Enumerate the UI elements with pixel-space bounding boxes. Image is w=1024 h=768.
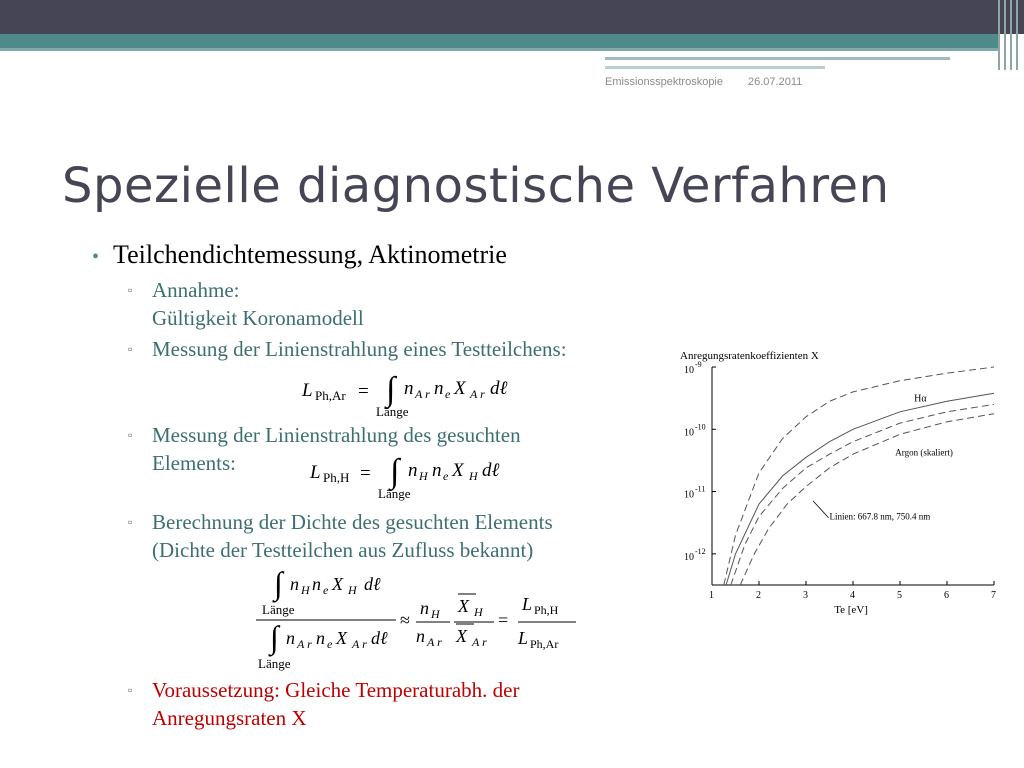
svg-text:X: X [458, 596, 469, 616]
svg-text:dℓ: dℓ [371, 628, 388, 648]
chart-x-tick-label: 7 [991, 590, 996, 601]
formula-density-ratio [250, 566, 590, 674]
svg-text:H: H [348, 583, 357, 597]
svg-text:n: n [434, 378, 444, 399]
chart-x-tick-label: 3 [803, 590, 808, 601]
bullet-dot-icon: • [92, 246, 100, 268]
svg-text:n: n [404, 378, 414, 399]
svg-text:e: e [323, 583, 329, 597]
svg-text:L: L [310, 462, 321, 483]
square-bullet-icon: ▫ [128, 342, 133, 356]
header-band [0, 0, 1024, 34]
svg-text:H: H [419, 469, 428, 483]
header-line-shorter [605, 66, 825, 69]
svg-text:H: H [469, 469, 478, 483]
header-topic: Emissionsspektroskopie [605, 76, 723, 88]
chart-y-tick-label: $10^{-11}$ [684, 484, 706, 501]
chart-x-tick-label: 6 [944, 590, 949, 601]
svg-text:=: = [358, 381, 369, 402]
svg-text:n: n [408, 460, 418, 481]
svg-text:dℓ: dℓ [490, 378, 508, 399]
svg-text:A r: A r [427, 635, 442, 649]
formula-lph-h [308, 448, 528, 506]
svg-text:=: = [498, 610, 509, 630]
svg-text:Ph,H: Ph,H [323, 470, 350, 485]
header-accent-band [0, 34, 1000, 48]
svg-text:L: L [522, 594, 533, 614]
svg-text:H: H [431, 607, 440, 621]
chart-annotation-h-alpha: Hα [914, 393, 927, 405]
svg-text:e: e [445, 387, 451, 401]
square-bullet-icon: ▫ [128, 515, 133, 529]
svg-text:Ph,Ar: Ph,Ar [315, 388, 346, 403]
svg-text:n: n [312, 574, 321, 594]
chart-x-label: Te [eV] [834, 604, 868, 616]
svg-text:X: X [456, 626, 467, 646]
formula-limit-label: Länge [378, 486, 411, 501]
chart-series-line [731, 404, 994, 585]
chart-x-tick-label: 2 [756, 590, 761, 601]
svg-text:A r: A r [470, 387, 485, 401]
chart-y-tick-label: $10^{-10}$ [684, 422, 706, 439]
square-bullet-icon: ▫ [128, 283, 133, 297]
slide-title: Spezielle diagnostische Verfahren [62, 158, 890, 214]
svg-text:n: n [416, 626, 425, 646]
square-bullet-icon: ▫ [128, 428, 133, 442]
chart-x-tick-label: 5 [897, 590, 902, 601]
svg-text:n: n [290, 574, 299, 594]
formula-limit-label: Länge [262, 602, 295, 617]
chart-y-tick-label: $10^{-9}$ [684, 360, 702, 376]
chart-title: Anregungsratenkoeffizienten X [680, 350, 819, 362]
svg-text:X: X [332, 574, 343, 594]
svg-text:L: L [302, 380, 313, 401]
svg-text:X: X [452, 460, 464, 481]
svg-text:n: n [286, 628, 295, 648]
formula-lph-ar [300, 364, 530, 422]
svg-text:=: = [360, 463, 371, 484]
svg-text:n: n [316, 628, 325, 648]
svg-text:∫: ∫ [386, 371, 396, 408]
chart-x-tick-label: 1 [709, 590, 714, 601]
chart-x-tick-label: 4 [850, 590, 855, 601]
header-vertical-bars [996, 0, 1024, 70]
rate-coefficient-chart [670, 345, 1010, 635]
svg-text:A r: A r [472, 635, 487, 649]
main-bullet [92, 240, 507, 270]
main-bullet-text: Teilchendichtemessung, Aktinometrie [113, 240, 507, 269]
svg-text:L: L [518, 628, 529, 648]
chart-series-line [740, 414, 994, 585]
header-line [0, 48, 1000, 51]
chart-annotation-argon: Argon (skaliert) [895, 447, 953, 458]
svg-text:∫: ∫ [274, 566, 283, 601]
header-line-short [605, 57, 950, 60]
svg-text:∫: ∫ [390, 453, 400, 490]
svg-text:X: X [336, 628, 347, 648]
chart-series-line [726, 393, 994, 585]
svg-text:e: e [443, 469, 449, 483]
svg-text:dℓ: dℓ [364, 574, 381, 594]
svg-text:H: H [301, 583, 310, 597]
formula-limit-label: Länge [258, 656, 291, 671]
chart-annotation-lines: Linien: 667.8 nm, 750.4 nm [829, 511, 931, 522]
chart-y-tick-label: $10^{-12}$ [684, 546, 706, 563]
svg-text:n: n [432, 460, 442, 481]
svg-text:A r: A r [415, 387, 430, 401]
svg-text:H: H [474, 605, 483, 619]
svg-text:Ph,Ar: Ph,Ar [530, 637, 559, 651]
svg-text:∫: ∫ [270, 619, 279, 655]
svg-text:dℓ: dℓ [482, 460, 500, 481]
square-bullet-icon: ▫ [128, 683, 133, 697]
svg-text:A r: A r [352, 637, 367, 651]
svg-text:≈: ≈ [400, 610, 410, 630]
svg-text:X: X [454, 378, 466, 399]
svg-text:e: e [327, 637, 333, 651]
svg-text:A r: A r [297, 637, 312, 651]
header-date: 26.07.2011 [748, 76, 803, 88]
svg-text:n: n [420, 598, 429, 618]
chart-annotation-pointer [813, 501, 829, 518]
svg-text:Ph,H: Ph,H [534, 603, 559, 617]
formula-limit-label: Länge [376, 404, 409, 419]
